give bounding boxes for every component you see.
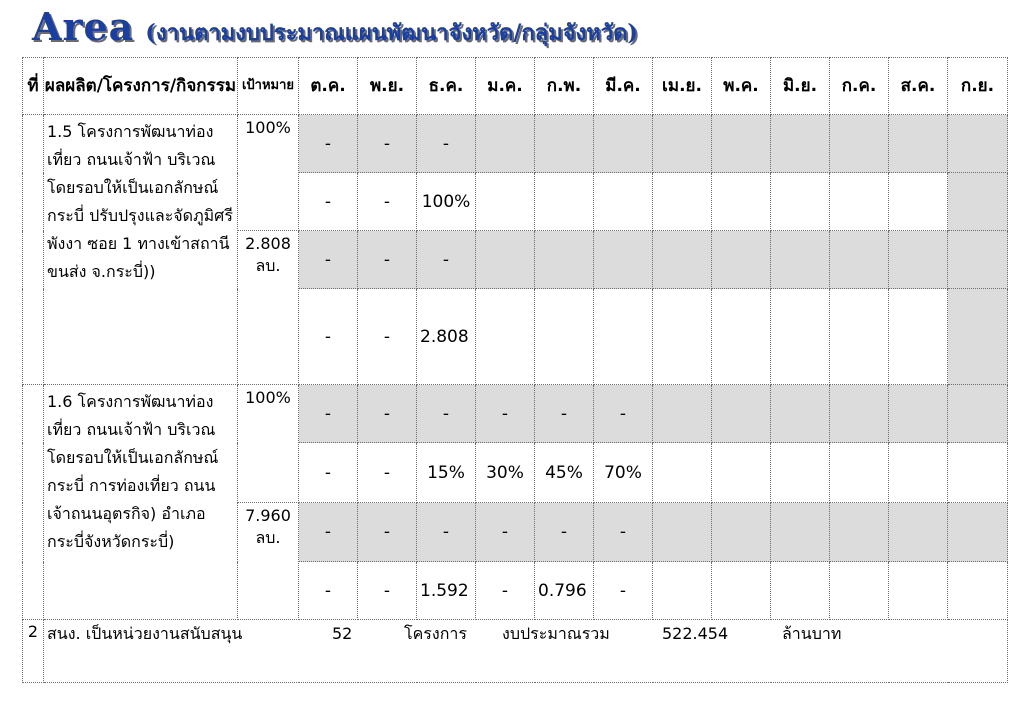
month-cell: - bbox=[299, 173, 358, 231]
summary-count: 52 bbox=[332, 624, 353, 643]
month-cell bbox=[830, 289, 889, 385]
month-cell: - bbox=[299, 231, 358, 289]
table-row bbox=[23, 385, 1008, 443]
row-number bbox=[23, 115, 44, 385]
month-cell bbox=[594, 173, 653, 231]
title-main: Area bbox=[32, 4, 135, 49]
header-month: ก.ย. bbox=[948, 58, 1008, 115]
month-cell bbox=[948, 562, 1008, 620]
header-month: มิ.ย. bbox=[771, 58, 830, 115]
month-cell: - bbox=[594, 385, 653, 443]
month-cell: - bbox=[358, 231, 417, 289]
month-cell: 0.796 bbox=[535, 562, 594, 620]
header-project: ผลผลิต/โครงการ/กิจกรรม bbox=[44, 58, 238, 115]
header-month: มี.ค. bbox=[594, 58, 653, 115]
month-cell bbox=[771, 115, 830, 173]
month-cell bbox=[889, 562, 948, 620]
month-cell: - bbox=[594, 503, 653, 562]
header-month: พ.ย. bbox=[358, 58, 417, 115]
month-cell bbox=[771, 385, 830, 443]
month-cell bbox=[653, 115, 712, 173]
month-cell bbox=[889, 231, 948, 289]
header-month: ส.ค. bbox=[889, 58, 948, 115]
month-cell: - bbox=[358, 115, 417, 173]
header-month: ก.พ. bbox=[535, 58, 594, 115]
month-cell: - bbox=[358, 289, 417, 385]
summary-text bbox=[44, 620, 1008, 683]
month-cell bbox=[948, 443, 1008, 503]
summary-row bbox=[23, 620, 1008, 683]
month-cell bbox=[476, 173, 535, 231]
month-cell: - bbox=[358, 503, 417, 562]
project-description: 1.5 โครงการพัฒนาท่องเที่ยว ถนนเจ้าฟ้า บริเวณโดยรอบให้เป็นเอกลักษณ์กระบี่ ปรับปรุงและจัดภูมิศรีพังงา ซอย 1 ทางเข้าสถานีขนส่ง จ.กระบี่)) bbox=[44, 115, 238, 385]
month-cell bbox=[653, 173, 712, 231]
header-month: ธ.ค. bbox=[417, 58, 476, 115]
header-target: เป้าหมาย bbox=[238, 58, 299, 115]
month-cell bbox=[830, 443, 889, 503]
header-month: ก.ค. bbox=[830, 58, 889, 115]
header-month: พ.ค. bbox=[712, 58, 771, 115]
month-cell bbox=[653, 503, 712, 562]
month-cell: - bbox=[417, 385, 476, 443]
month-cell bbox=[948, 173, 1008, 231]
month-cell bbox=[830, 503, 889, 562]
summary-budget: 522.454 bbox=[662, 624, 729, 643]
month-cell bbox=[476, 115, 535, 173]
month-cell bbox=[712, 443, 771, 503]
month-cell bbox=[889, 115, 948, 173]
month-cell: 30% bbox=[476, 443, 535, 503]
month-cell bbox=[771, 503, 830, 562]
month-cell: - bbox=[299, 443, 358, 503]
month-cell: - bbox=[358, 562, 417, 620]
month-cell bbox=[653, 562, 712, 620]
month-cell: - bbox=[476, 562, 535, 620]
month-cell bbox=[830, 385, 889, 443]
target-budget: 7.960 ลบ. bbox=[238, 503, 299, 620]
month-cell bbox=[830, 562, 889, 620]
target-percent: 100% bbox=[238, 385, 299, 503]
plan-table bbox=[22, 57, 1008, 683]
month-cell: - bbox=[358, 443, 417, 503]
month-cell bbox=[653, 231, 712, 289]
month-cell: 45% bbox=[535, 443, 594, 503]
month-cell bbox=[948, 503, 1008, 562]
title-subtitle: (งานตามงบประมาณแผนพัฒนาจังหวัด/กลุ่มจังหวัด) bbox=[145, 20, 638, 46]
month-cell: 1.592 bbox=[417, 562, 476, 620]
month-cell: 15% bbox=[417, 443, 476, 503]
month-cell bbox=[889, 289, 948, 385]
month-cell bbox=[476, 231, 535, 289]
month-cell: - bbox=[299, 115, 358, 173]
month-cell bbox=[771, 443, 830, 503]
month-cell: - bbox=[535, 503, 594, 562]
month-cell: - bbox=[358, 173, 417, 231]
month-cell bbox=[771, 562, 830, 620]
month-cell: - bbox=[535, 385, 594, 443]
month-cell bbox=[653, 385, 712, 443]
month-cell bbox=[889, 385, 948, 443]
month-cell: 100% bbox=[417, 173, 476, 231]
month-cell bbox=[535, 231, 594, 289]
month-cell: - bbox=[417, 115, 476, 173]
month-cell: - bbox=[299, 385, 358, 443]
month-cell bbox=[948, 231, 1008, 289]
month-cell bbox=[771, 289, 830, 385]
month-cell: - bbox=[299, 503, 358, 562]
month-cell: - bbox=[299, 562, 358, 620]
month-cell bbox=[830, 231, 889, 289]
month-cell bbox=[830, 173, 889, 231]
month-cell: - bbox=[417, 231, 476, 289]
month-cell bbox=[771, 231, 830, 289]
month-cell bbox=[948, 289, 1008, 385]
month-cell bbox=[594, 115, 653, 173]
month-cell bbox=[830, 115, 889, 173]
month-cell bbox=[712, 562, 771, 620]
month-cell bbox=[712, 115, 771, 173]
month-cell bbox=[889, 173, 948, 231]
project-description: 1.6 โครงการพัฒนาท่องเที่ยว ถนนเจ้าฟ้า บริเวณโดยรอบให้เป็นเอกลักษณ์กระบี่ การท่องเที่ยว ถนนเจ้าถนนอุตรกิจ) อำเภอ กระบี่จังหวัดกระบี่) bbox=[44, 385, 238, 620]
target-budget: 2.808 ลบ. bbox=[238, 231, 299, 385]
header-no: ที่ bbox=[23, 58, 44, 115]
summary-currency: ล้านบาท bbox=[782, 624, 842, 643]
month-cell bbox=[771, 173, 830, 231]
month-cell: - bbox=[417, 503, 476, 562]
month-cell bbox=[594, 231, 653, 289]
target-percent: 100% bbox=[238, 115, 299, 231]
header-row bbox=[23, 58, 1008, 115]
month-cell bbox=[948, 385, 1008, 443]
month-cell: - bbox=[358, 385, 417, 443]
month-cell bbox=[712, 503, 771, 562]
header-month: เม.ย. bbox=[653, 58, 712, 115]
month-cell: - bbox=[594, 562, 653, 620]
month-cell: 2.808 bbox=[417, 289, 476, 385]
page-title bbox=[32, 4, 638, 54]
month-cell: 70% bbox=[594, 443, 653, 503]
month-cell bbox=[535, 289, 594, 385]
month-cell bbox=[712, 385, 771, 443]
month-cell bbox=[594, 289, 653, 385]
month-cell bbox=[712, 289, 771, 385]
month-cell bbox=[889, 503, 948, 562]
month-cell bbox=[889, 443, 948, 503]
month-cell bbox=[653, 289, 712, 385]
month-cell: - bbox=[299, 289, 358, 385]
row-number bbox=[23, 385, 44, 620]
summary-unit: โครงการ bbox=[404, 624, 467, 643]
month-cell bbox=[712, 231, 771, 289]
month-cell bbox=[653, 443, 712, 503]
summary-label: สนง. เป็นหน่วยงานสนับสนุน bbox=[47, 624, 243, 643]
header-month: ต.ค. bbox=[299, 58, 358, 115]
month-cell bbox=[535, 115, 594, 173]
month-cell: - bbox=[476, 503, 535, 562]
header-month: ม.ค. bbox=[476, 58, 535, 115]
summary-budget-label: งบประมาณรวม bbox=[502, 624, 610, 643]
month-cell bbox=[948, 115, 1008, 173]
month-cell bbox=[535, 173, 594, 231]
month-cell bbox=[712, 173, 771, 231]
month-cell: - bbox=[476, 385, 535, 443]
summary-number: 2 bbox=[23, 620, 44, 683]
month-cell bbox=[476, 289, 535, 385]
table-row bbox=[23, 115, 1008, 173]
